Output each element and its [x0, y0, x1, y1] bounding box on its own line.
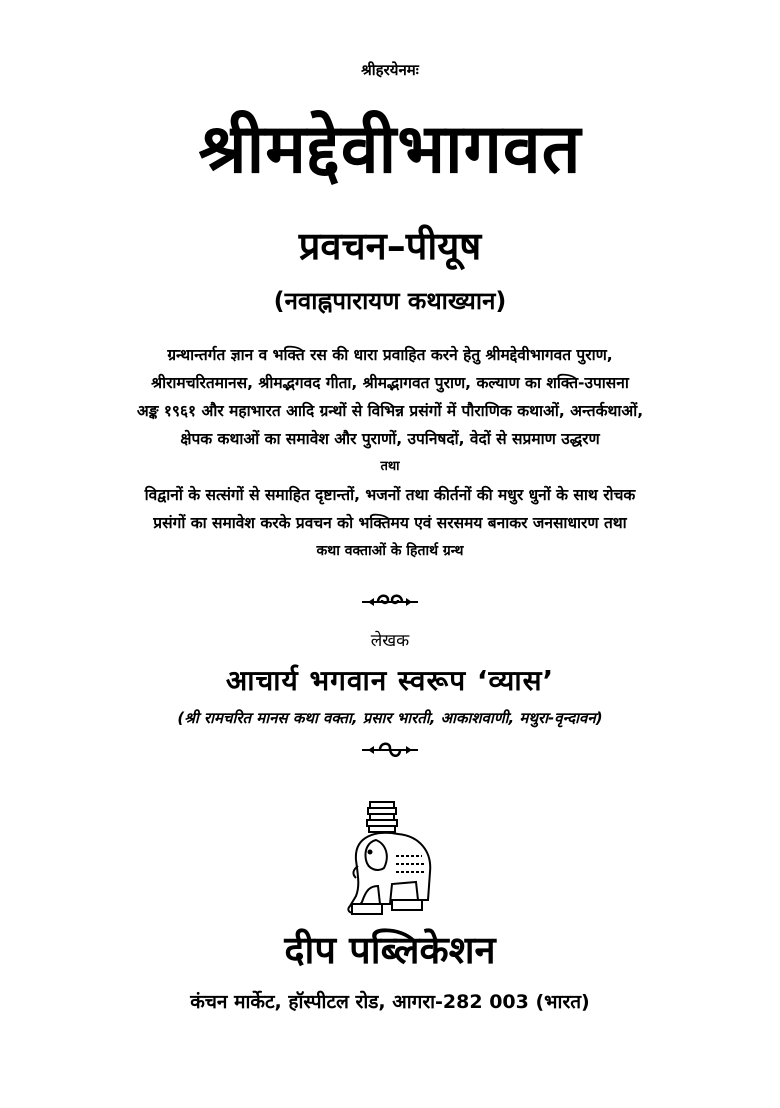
- description-line: ग्रन्थान्तर्गत ज्ञान व भक्ति रस की धारा प्रवाहित करने हेतु श्रीमद्देवीभागवत पुराण,: [167, 346, 613, 364]
- description-line: अङ्क १९६१ और महाभारत आदि ग्रन्थों से विभिन्न प्रसंगों में पौराणिक कथाओं, अन्तर्कथाओं,: [136, 402, 644, 420]
- book-subtitle: प्रवचन–पीयूष: [298, 224, 482, 268]
- floral-ornament-icon: [360, 740, 420, 760]
- author-description: (श्री रामचरित मानस कथा वक्ता, प्रसार भारती, आकाशवाणी, मथुरा-वृन्दावन): [177, 709, 603, 727]
- author-name: आचार्य भगवान स्वरूप ‘व्यास’: [225, 664, 555, 697]
- description-line: श्रीरामचरितमानस, श्रीमद्भगवद गीता, श्रीमद्भागवत पुराण, कल्याण का शक्ति-उपासना: [151, 374, 629, 392]
- book-title: श्रीमद्देवीभागवत: [198, 110, 582, 189]
- description-line: क्षेपक कथाओं का समावेश और पुराणों, उपनिषदों, वेदों से सप्रमाण उद्धरण: [180, 430, 600, 448]
- description-line: प्रसंगों का समावेश करके प्रवचन को भक्तिमय एवं सरसमय बनाकर जनसाधारण तथा: [153, 514, 627, 532]
- invocation: श्रीहरयेनमः: [361, 61, 419, 79]
- description-line: कथा वक्ताओं के हितार्थ ग्रन्थ: [316, 543, 464, 559]
- floral-ornament-icon: [360, 590, 420, 610]
- author-label: लेखक: [370, 631, 410, 651]
- publisher-name: दीप पब्लिकेशन: [284, 928, 496, 972]
- description-line: विद्वानों के सत्संगों से समाहित दृष्टान्तों, भजनों तथा कीर्तनों की मधुर धुनों के साथ रोचक: [144, 486, 636, 504]
- subtitle-parenthetical: (नवाह्नपारायण कथाख्यान): [273, 287, 507, 315]
- description-line: तथा: [380, 459, 400, 474]
- elephant-with-books-logo: [336, 800, 436, 924]
- publisher-address: कंचन मार्केट, हॉस्पीटल रोड, आगरा-282 003 (भारत): [190, 991, 590, 1013]
